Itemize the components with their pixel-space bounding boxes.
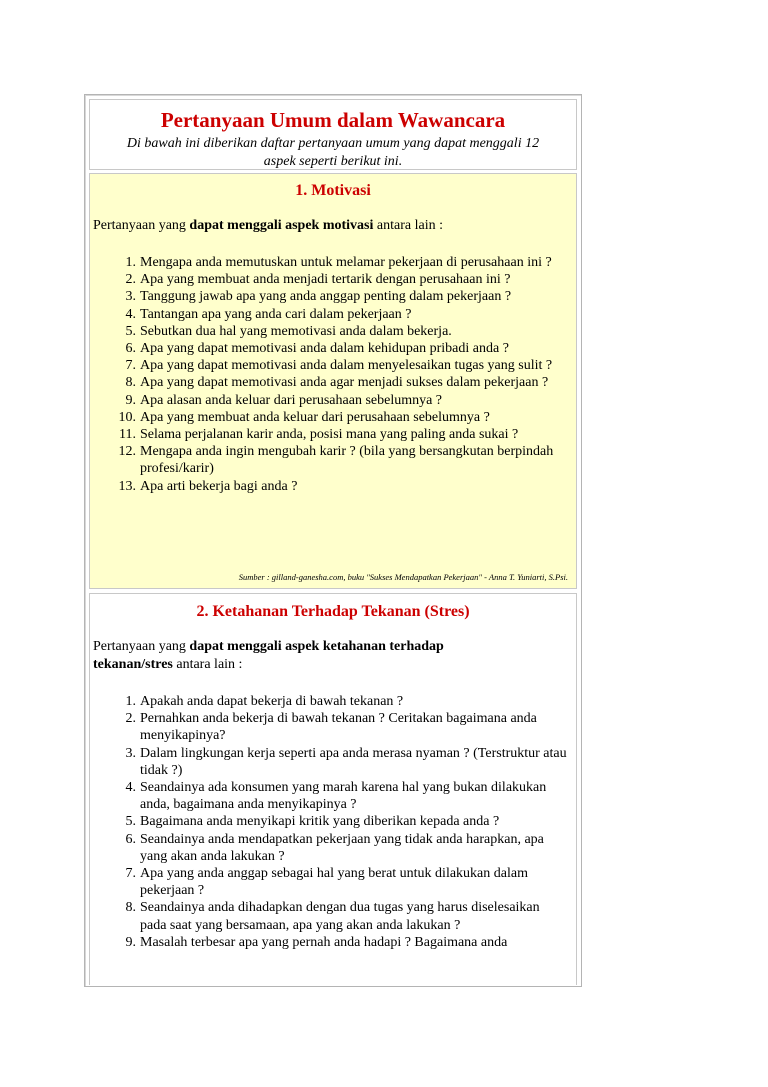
list-item-number: 10.	[118, 409, 136, 425]
list-item-text: Mengapa anda ingin mengubah karir ? (bila yang bersangkutan berpindah profesi/karir)	[140, 444, 554, 477]
header-section	[89, 99, 577, 170]
list-item-number: 1.	[125, 694, 136, 709]
motivasi-question-list	[90, 254, 568, 495]
stres-intro	[93, 638, 486, 674]
motivasi-section	[89, 173, 577, 589]
list-item-number: 3.	[125, 745, 136, 761]
stres-question-list	[90, 693, 568, 951]
list-item-text: Apa yang dapat memotivasi anda agar menjadi sukses dalam pekerjaan ?	[140, 375, 549, 391]
list-item	[90, 306, 568, 323]
document-frame	[84, 94, 582, 987]
stres-heading: 2. Ketahanan Terhadap Tekanan (Stres)	[196, 603, 470, 620]
list-item-text: Dalam lingkungan kerja seperti apa anda merasa nyaman ? (Terstruktur atau tidak ?)	[140, 745, 567, 778]
list-item-number: 9.	[125, 392, 136, 408]
list-item	[90, 831, 568, 865]
list-item	[90, 409, 568, 426]
list-item	[90, 254, 568, 271]
list-item	[90, 899, 568, 933]
list-item-number: 12.	[118, 444, 136, 460]
list-item-text: Apa alasan anda keluar dari perusahaan sebelumnya ?	[140, 392, 443, 408]
list-item-text: Sebutkan dua hal yang memotivasi anda dalam bekerja.	[140, 323, 452, 339]
list-item	[90, 693, 568, 710]
list-item	[90, 340, 568, 357]
list-item-text: Apa yang dapat memotivasi anda dalam kehidupan pribadi anda ?	[140, 341, 509, 357]
intro-text: Pertanyaan yang	[93, 218, 190, 233]
intro-bold-text: dapat menggali aspek ketahanan terhadap tekanan/stres	[93, 639, 444, 672]
list-item	[90, 710, 568, 744]
list-item	[90, 813, 568, 830]
list-item-text: Apa yang membuat anda keluar dari perusahaan sebelumnya ?	[140, 409, 490, 425]
list-item-text: Seandainya anda dihadapkan dengan dua tugas yang harus diselesaikan pada saat yang bersamaan, apa yang akan anda lakukan ?	[140, 900, 540, 933]
list-item-number: 6.	[125, 831, 136, 847]
intro-text: Pertanyaan yang	[93, 639, 190, 654]
list-item-number: 7.	[125, 866, 136, 882]
list-item	[90, 934, 568, 951]
list-item-text: Selama perjalanan karir anda, posisi mana yang paling anda sukai ?	[140, 427, 519, 443]
list-item-number: 4.	[125, 306, 136, 322]
page-title: Pertanyaan Umum dalam Wawancara	[160, 108, 506, 132]
list-item-number: 9.	[125, 934, 136, 950]
list-item	[90, 374, 568, 391]
list-item	[90, 271, 568, 288]
list-item-number: 6.	[125, 341, 136, 357]
list-item-text: Apa yang membuat anda menjadi tertarik dengan perusahaan ini ?	[140, 272, 511, 288]
list-item	[90, 288, 568, 305]
list-item-number: 5.	[125, 814, 136, 830]
list-item-number: 2.	[125, 711, 136, 727]
list-item-text: Pernahkan anda bekerja di bawah tekanan ? Ceritakan bagaimana anda menyikapinya?	[140, 711, 537, 744]
list-item-text: Apa arti bekerja bagi anda ?	[140, 478, 298, 494]
list-item-text: Masalah terbesar apa yang pernah anda hadapi ? Bagaimana anda	[140, 934, 508, 950]
motivasi-heading: 1. Motivasi	[295, 182, 371, 199]
page-subtitle	[96, 135, 570, 171]
list-item-number: 5.	[125, 323, 136, 339]
list-item-text: Apakah anda dapat bekerja di bawah tekanan ?	[140, 694, 404, 709]
list-item	[90, 779, 568, 813]
source-citation: Sumber : gilland-ganesha.com, buku "Sukses Mendapatkan Pekerjaan" - Anna T. Yuniarti, S.Psi.	[238, 572, 568, 582]
list-item	[90, 478, 568, 495]
motivasi-intro	[93, 217, 566, 235]
list-item	[90, 745, 568, 779]
list-item-number: 7.	[125, 358, 136, 374]
list-item-number: 8.	[125, 900, 136, 916]
subtitle-line-2: aspek seperti berikut ini.	[263, 154, 403, 169]
stres-section	[89, 593, 577, 985]
list-item-number: 1.	[125, 255, 136, 270]
list-item-text: Apa yang dapat memotivasi anda dalam menyelesaikan tugas yang sulit ?	[140, 358, 553, 374]
list-item-number: 3.	[125, 289, 136, 305]
list-item-text: Seandainya ada konsumen yang marah karena hal yang bukan dilakukan anda, bagaimana anda menyikapinya ?	[140, 780, 547, 813]
list-item-text: Mengapa anda memutuskan untuk melamar pekerjaan di perusahaan ini ?	[140, 255, 552, 270]
list-item-number: 4.	[125, 780, 136, 796]
list-item	[90, 426, 568, 443]
list-item-text: Apa yang anda anggap sebagai hal yang berat untuk dilakukan dalam pekerjaan ?	[140, 866, 528, 899]
list-item-text: Tanggung jawab apa yang anda anggap penting dalam pekerjaan ?	[140, 289, 512, 305]
list-item	[90, 865, 568, 899]
list-item-number: 8.	[125, 375, 136, 391]
intro-text-end: antara lain :	[172, 657, 243, 672]
subtitle-line-1: Di bawah ini diberikan daftar pertanyaan umum yang dapat menggali 12	[126, 136, 540, 151]
list-item-text: Seandainya anda mendapatkan pekerjaan yang tidak anda harapkan, apa yang akan anda lakukan ?	[140, 831, 544, 864]
list-item-text: Tantangan apa yang anda cari dalam pekerjaan ?	[140, 306, 412, 322]
list-item	[90, 357, 568, 374]
list-item	[90, 443, 568, 477]
list-item-number: 11.	[119, 427, 136, 443]
intro-text-end: antara lain :	[373, 218, 443, 233]
list-item	[90, 392, 568, 409]
list-item-text: Bagaimana anda menyikapi kritik yang diberikan kepada anda ?	[140, 814, 500, 830]
list-item	[90, 323, 568, 340]
list-item-number: 2.	[125, 272, 136, 288]
list-item-number: 13.	[118, 478, 136, 494]
intro-bold-text: dapat menggali aspek motivasi	[189, 218, 374, 233]
